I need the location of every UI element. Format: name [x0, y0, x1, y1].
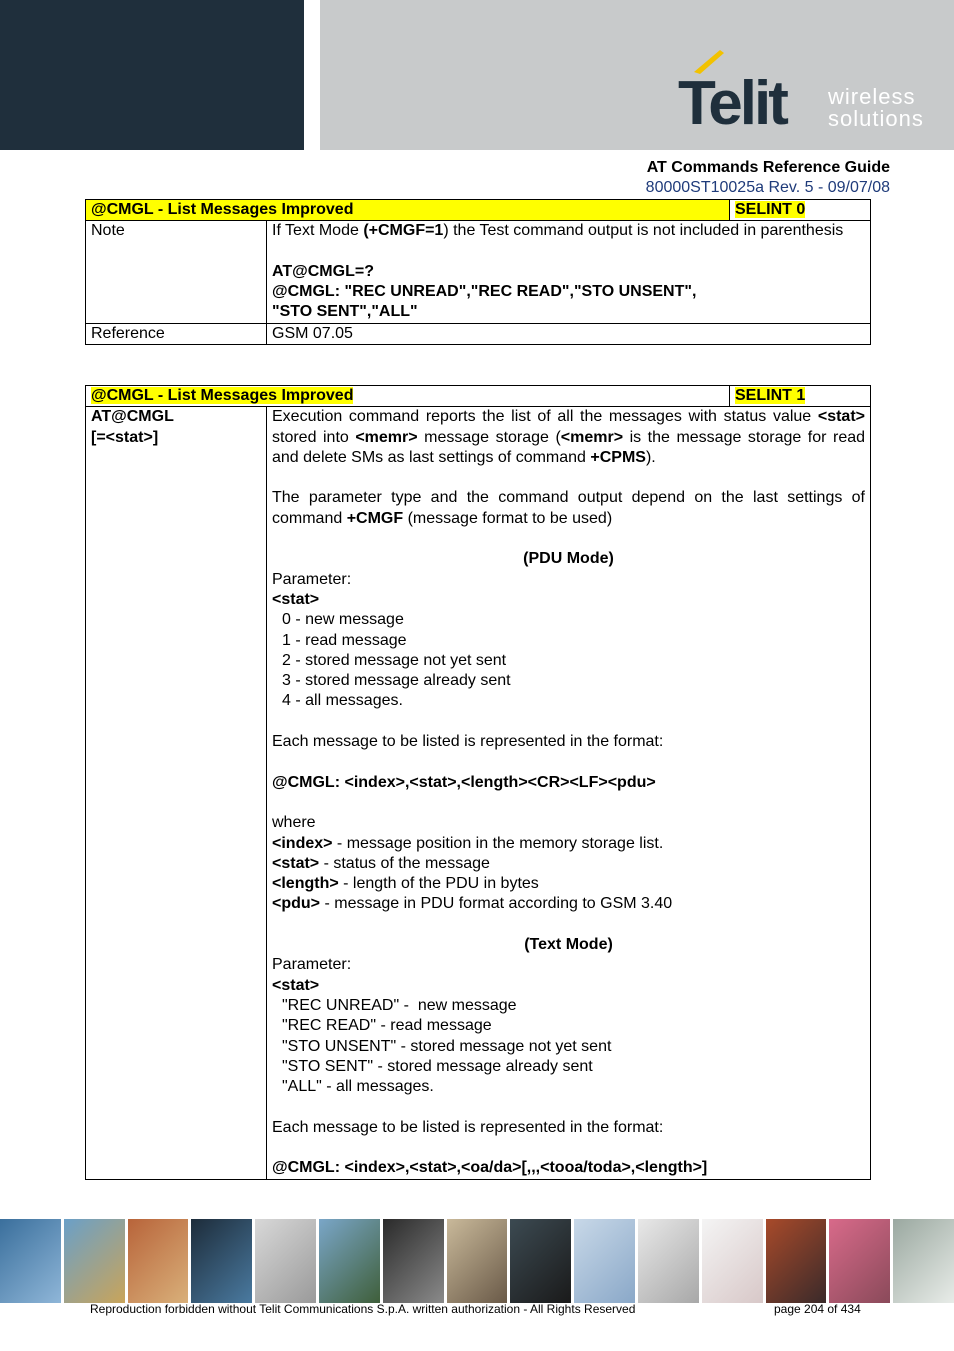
list-item: "REC READ" - read message — [282, 1017, 492, 1035]
telit-logo — [676, 40, 936, 140]
list-item: 1 - read message — [282, 631, 407, 649]
command-description: Execution command reports the list of all the messages with status value <stat> stored into <memr> message storage (<memr> is the message storage for read and delete SMs as last settings of command +CPMS). The parameter type and the command output depend on the last settings of command +CMGF (message format to be used) (PDU Mode) Parameter: <stat> 0 - new message 1 - read message 2 - stored message not yet sent 3 - stored message already sent 4 - all messages. Each message to be listed is represented in the format: @CMGL: <index>,<stat>,<length><CR><LF><pdu> where <index> - message position in the memory storage list. <stat> - status of the message <length> - length of the PDU in bytes <pdu> - message in PDU format according to GSM 3.40 (Text Mode) Parameter: <stat> "REC UNREAD" - new message "REC READ" - read message "STO UNSENT" - stored message not yet sent "STO SENT" - stored message already sent "ALL" - all messages. Each message to be listed is represented in the format: @CMGL: <index>,<stat>,<oa/da>[,,,<tooa/toda>,<length>] — [267, 407, 871, 1179]
table-title: @CMGL - List Messages Improved — [86, 386, 730, 407]
selint-tag: SELINT 0 — [730, 200, 871, 221]
text-format: @CMGL: <index>,<stat>,<oa/da>[,,,<tooa/toda>,<length>] — [272, 1159, 708, 1177]
list-item: "STO UNSENT" - stored message not yet sent — [282, 1037, 612, 1055]
list-item: 4 - all messages. — [282, 692, 403, 710]
list-item: "ALL" - all messages. — [282, 1078, 434, 1096]
table-title: @CMGL - List Messages Improved — [86, 200, 730, 221]
list-item: 0 - new message — [282, 611, 404, 629]
list-item: "REC UNREAD" - new message — [282, 996, 517, 1014]
guide-title: AT Commands Reference Guide — [646, 159, 890, 176]
list-item: 2 - stored message not yet sent — [282, 651, 507, 669]
logo-tagline-2: solutions — [828, 106, 924, 131]
selint-tag: SELINT 1 — [730, 386, 871, 407]
reference-value: GSM 07.05 — [267, 323, 871, 344]
list-item: "STO SENT" - stored message already sent — [282, 1057, 593, 1075]
logo-tagline-1: wireless — [828, 84, 916, 109]
cmgl-table-selint0 — [85, 199, 871, 345]
footer-page-number: page 204 of 434 — [774, 1302, 861, 1316]
reference-label: Reference — [86, 323, 267, 344]
list-item: 3 - stored message already sent — [282, 672, 511, 690]
note-content: If Text Mode (+CMGF=1) the Test command output is not included in parenthesis AT@CMGL=? @CMGL: "REC UNREAD","REC READ","STO UNSENT", "STO SENT","ALL" — [267, 221, 871, 323]
footer-photo-strip — [0, 1219, 954, 1303]
pdu-mode-heading: (PDU Mode) — [523, 550, 614, 568]
header-dark-panel — [0, 0, 304, 150]
pdu-format: @CMGL: <index>,<stat>,<length><CR><LF><pdu> — [272, 773, 656, 791]
command-syntax: AT@CMGL [=<stat>] — [86, 407, 267, 1179]
guide-subtitle: 80000ST10025a Rev. 5 - 09/07/08 — [645, 179, 890, 196]
logo-brand: Telit — [678, 69, 786, 138]
text-mode-heading: (Text Mode) — [524, 936, 613, 954]
footer-rights: Reproduction forbidden without Telit Communications S.p.A. written authorization - All Rights Reserved — [90, 1302, 636, 1316]
note-label: Note — [86, 221, 267, 323]
cmgl-table-selint1 — [85, 385, 871, 1180]
